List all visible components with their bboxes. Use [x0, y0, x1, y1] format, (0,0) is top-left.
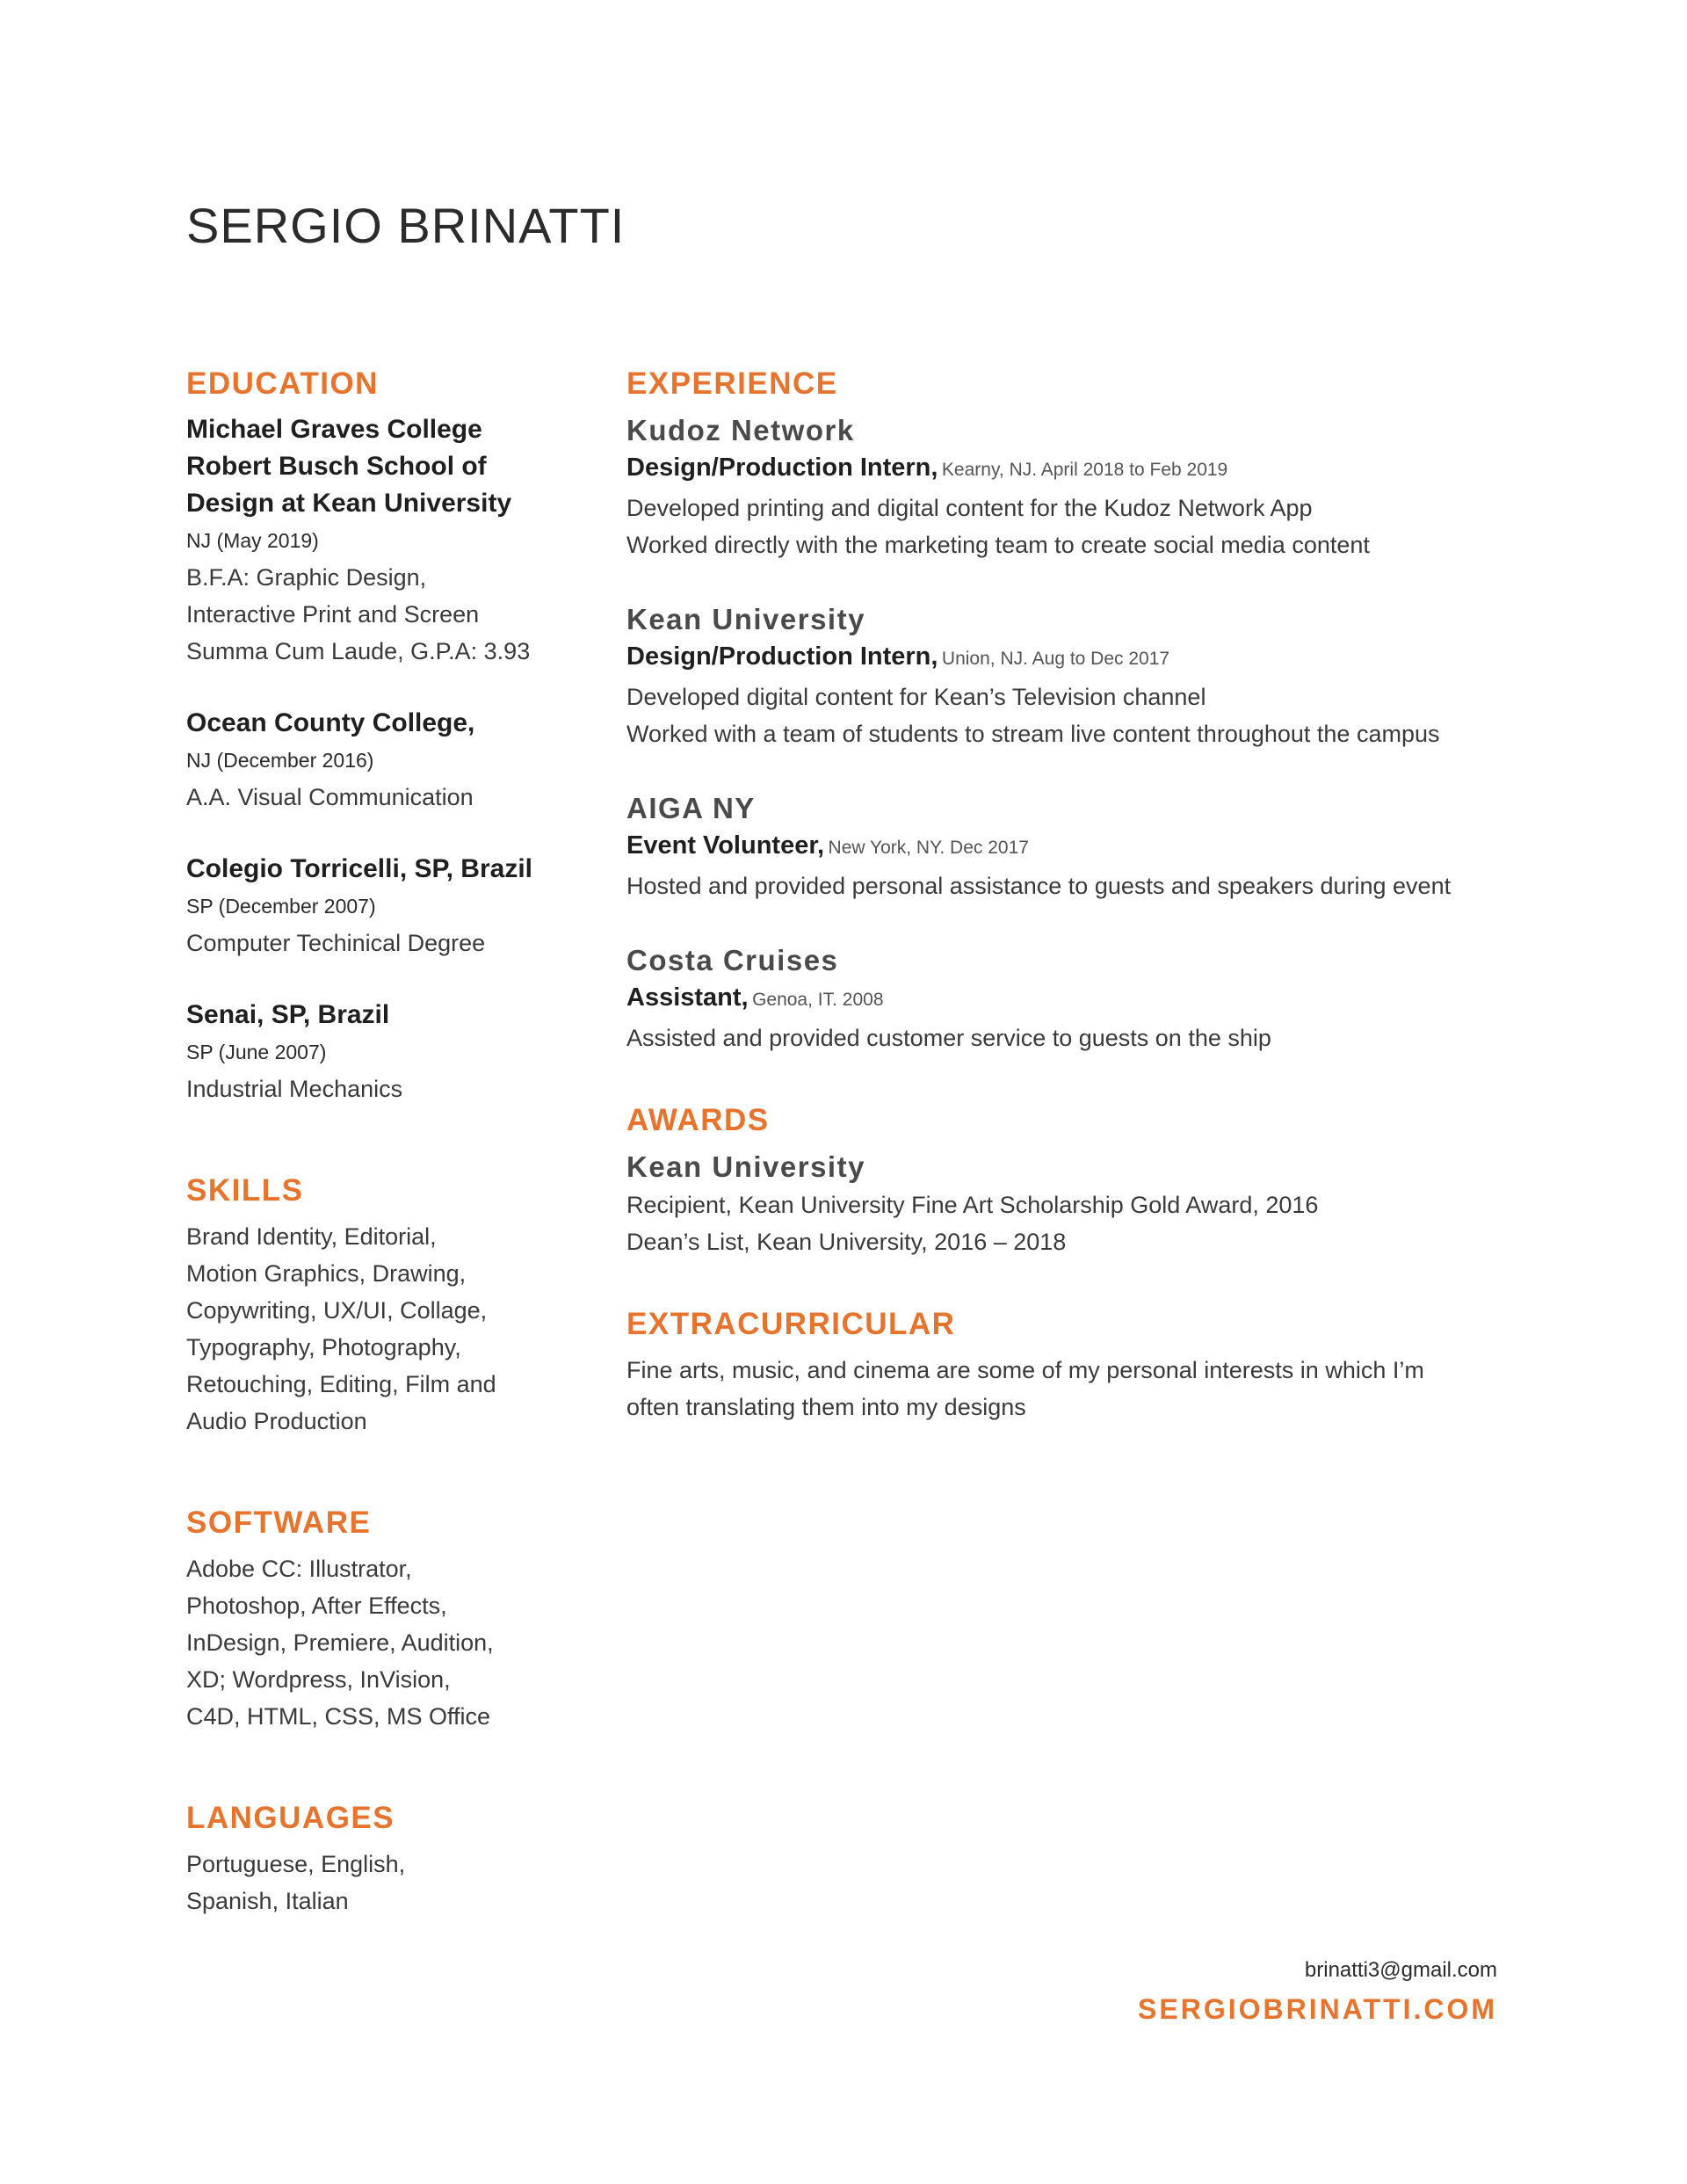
role-line: [626, 828, 1523, 867]
education-detail: Interactive Print and Screen: [186, 601, 480, 628]
software-line: C4D, HTML, CSS, MS Office: [186, 1703, 491, 1730]
software-section: [186, 1503, 573, 1735]
skills-line: Copywriting, UX/UI, Collage,: [186, 1297, 488, 1324]
education-location: NJ (December 2016): [186, 749, 374, 772]
education-location: NJ (May 2019): [186, 529, 319, 552]
skills-line: Audio Production: [186, 1408, 367, 1434]
education-entry: [186, 851, 573, 961]
job-title: Assistant,: [626, 983, 749, 1012]
skills-line: Motion Graphics, Drawing,: [186, 1260, 467, 1287]
experience-section: [626, 364, 1523, 1056]
job-duty: Worked with a team of students to stream live content throughout the campus: [626, 721, 1440, 747]
website-link[interactable]: SERGIOBRINATTI.COM: [1138, 1993, 1497, 2025]
education-detail: Computer Techinical Degree: [186, 930, 486, 956]
job-title: Design/Production Intern,: [626, 642, 938, 671]
education-detail: A.A. Visual Communication: [186, 784, 474, 810]
institution-name: Colegio Torricelli, SP, Brazil: [186, 854, 532, 883]
resume-name: SERGIO BRINATTI: [186, 198, 626, 253]
experience-entry: [626, 789, 1523, 904]
skills-section: [186, 1171, 573, 1440]
education-heading: EDUCATION: [186, 366, 379, 401]
job-duty: Worked directly with the marketing team to create social media content: [626, 532, 1370, 558]
job-duty: Assisted and provided customer service to guests on the ship: [626, 1025, 1271, 1051]
job-location-date: Union, NJ. Aug to Dec 2017: [941, 649, 1170, 669]
institution-name: Michael Graves College: [186, 415, 482, 444]
education-section: [186, 364, 573, 1107]
experience-entry: [626, 941, 1523, 1056]
languages-section: [186, 1798, 573, 1919]
job-location-date: Kearny, NJ. April 2018 to Feb 2019: [941, 460, 1228, 480]
left-column: [186, 364, 573, 1983]
skills-line: Retouching, Editing, Film and: [186, 1371, 496, 1397]
job-title: Design/Production Intern,: [626, 453, 938, 482]
skills-heading: SKILLS: [186, 1173, 304, 1208]
skills-line: Typography, Photography,: [186, 1334, 461, 1360]
experience-entry: [626, 600, 1523, 752]
job-location-date: New York, NY. Dec 2017: [828, 838, 1029, 858]
awards-heading: AWARDS: [626, 1103, 770, 1137]
institution-name: Robert Busch School of: [186, 452, 487, 481]
software-line: Adobe CC: Illustrator,: [186, 1556, 412, 1582]
extracurricular-heading: EXTRACURRICULAR: [626, 1307, 956, 1341]
software-line: InDesign, Premiere, Audition,: [186, 1629, 494, 1656]
role-line: [626, 450, 1523, 490]
contact-footer: [1138, 1953, 1497, 2030]
job-title: Event Volunteer,: [626, 831, 825, 860]
job-duty: Hosted and provided personal assistance to guests and speakers during event: [626, 873, 1452, 899]
experience-entry: [626, 411, 1523, 563]
job-location-date: Genoa, IT. 2008: [752, 990, 884, 1010]
job-duty: Developed printing and digital content for the Kudoz Network App: [626, 495, 1313, 521]
role-line: [626, 980, 1523, 1019]
education-entry: [186, 411, 573, 670]
employer-name: Costa Cruises: [626, 944, 839, 976]
institution-name: Senai, SP, Brazil: [186, 1000, 390, 1029]
software-line: Photoshop, After Effects,: [186, 1593, 447, 1619]
employer-name: Kean University: [626, 603, 865, 635]
award-line: Dean’s List, Kean University, 2016 – 2018: [626, 1229, 1067, 1255]
extracurricular-line: Fine arts, music, and cinema are some of my personal interests in which I’m: [626, 1357, 1424, 1383]
awards-section: [626, 1100, 1523, 1260]
award-organization: Kean University: [626, 1150, 865, 1183]
education-detail: B.F.A: Graphic Design,: [186, 564, 427, 591]
right-column: [626, 364, 1523, 1469]
software-line: XD; Wordpress, InVision,: [186, 1666, 451, 1693]
employer-name: Kudoz Network: [626, 414, 855, 446]
education-location: SP (December 2007): [186, 895, 376, 918]
employer-name: AIGA NY: [626, 792, 756, 824]
extracurricular-section: [626, 1304, 1523, 1426]
experience-heading: EXPERIENCE: [626, 366, 838, 401]
education-location: SP (June 2007): [186, 1041, 327, 1063]
job-duty: Developed digital content for Kean’s Television channel: [626, 684, 1206, 710]
education-entry: [186, 997, 573, 1107]
skills-line: Brand Identity, Editorial,: [186, 1223, 437, 1250]
email-link[interactable]: brinatti3@gmail.com: [1304, 1958, 1497, 1982]
award-line: Recipient, Kean University Fine Art Scholarship Gold Award, 2016: [626, 1192, 1319, 1218]
software-heading: SOFTWARE: [186, 1506, 372, 1540]
education-detail: Industrial Mechanics: [186, 1076, 403, 1102]
languages-heading: LANGUAGES: [186, 1801, 395, 1835]
languages-line: Spanish, Italian: [186, 1888, 349, 1914]
extracurricular-line: often translating them into my designs: [626, 1394, 1026, 1420]
languages-line: Portuguese, English,: [186, 1851, 406, 1877]
institution-name: Design at Kean University: [186, 489, 512, 518]
role-line: [626, 639, 1523, 678]
institution-name: Ocean County College,: [186, 708, 475, 737]
education-detail: Summa Cum Laude, G.P.A: 3.93: [186, 638, 531, 664]
education-entry: [186, 705, 573, 816]
